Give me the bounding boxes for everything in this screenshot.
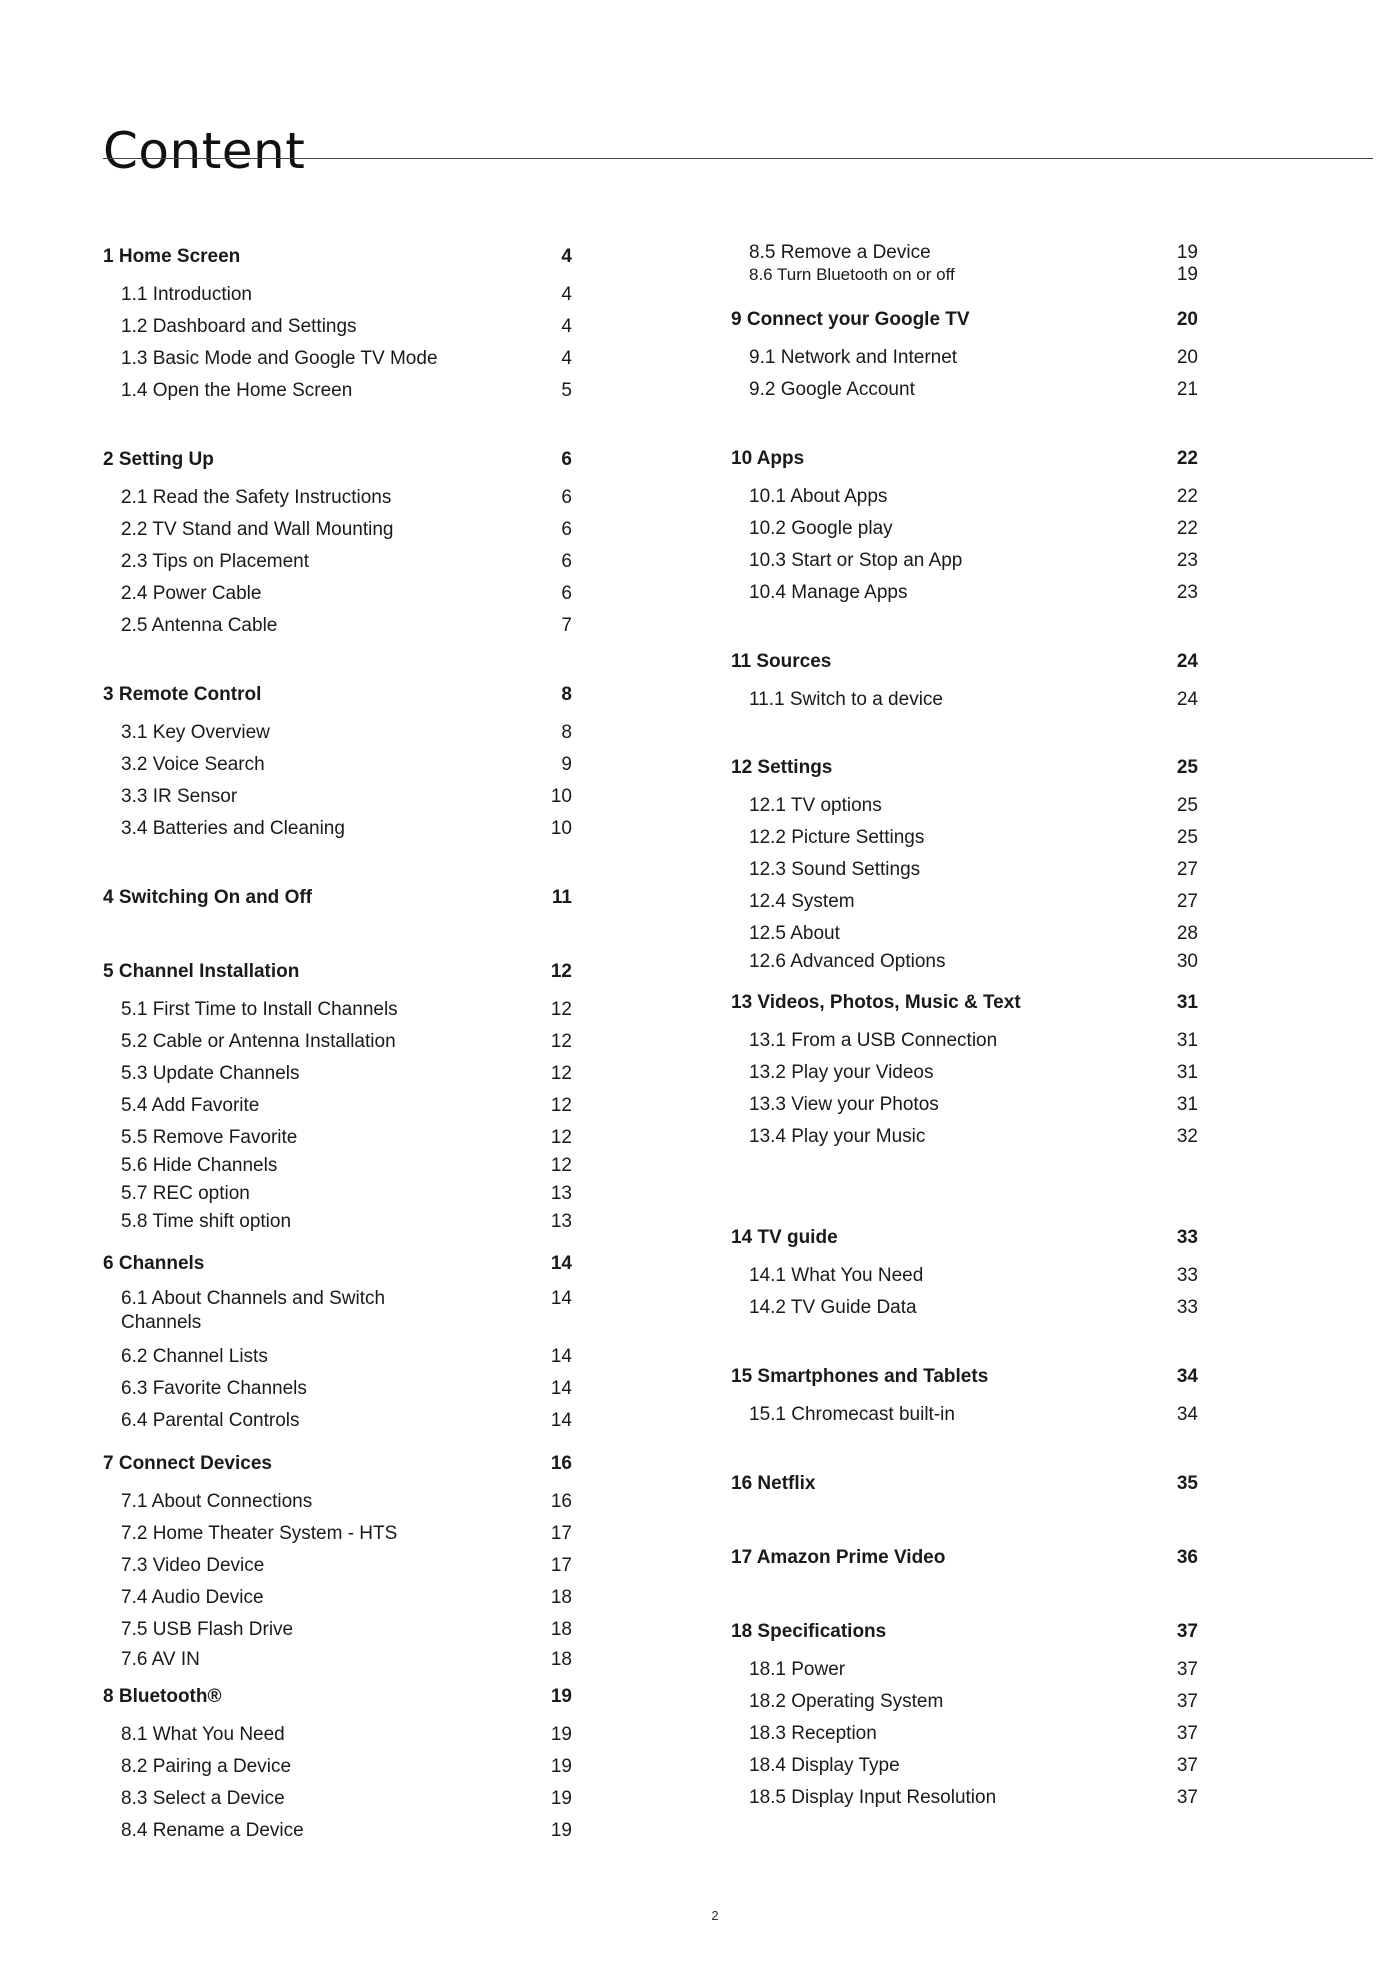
toc-entry[interactable]	[0, 1690, 1398, 1716]
toc-label: 1.1 Introduction	[121, 284, 252, 305]
toc-label: 8 Bluetooth®	[103, 1686, 222, 1707]
toc-label: 2.4 Power Cable	[121, 583, 262, 604]
toc-label: 5.2 Cable or Antenna Installation	[121, 1031, 396, 1052]
toc-entry[interactable]	[0, 614, 1398, 640]
toc-label: 7.3 Video Device	[121, 1555, 265, 1576]
toc-page-number: 20	[1176, 347, 1198, 368]
toc-entry[interactable]	[0, 1264, 1398, 1290]
toc-page-number: 33	[1176, 1227, 1198, 1248]
toc-label: 2.3 Tips on Placement	[121, 551, 309, 572]
toc-section[interactable]	[0, 447, 1398, 473]
title-divider	[103, 158, 1373, 159]
toc-page-number: 14	[550, 1378, 572, 1399]
toc-section[interactable]	[0, 1472, 1398, 1498]
toc-page-number: 25	[1176, 795, 1198, 816]
toc-page-number: 6	[561, 551, 572, 572]
toc-page-number: 24	[1176, 689, 1198, 710]
toc-label: 5.4 Add Favorite	[121, 1095, 260, 1116]
toc-page-number: 19	[550, 1724, 572, 1745]
toc-page-number: 13	[550, 1183, 572, 1204]
toc-page-number: 19	[1176, 264, 1198, 285]
toc-page-number: 5	[561, 380, 572, 401]
toc-page-number: 4	[561, 348, 572, 369]
toc-label: 8.4 Rename a Device	[121, 1820, 304, 1841]
toc-page-number: 19	[550, 1686, 572, 1707]
toc-label: 6.1 About Channels and Switch Channels	[121, 1288, 386, 1333]
toc-page-number: 31	[1176, 1030, 1198, 1051]
toc-label: 18.3 Reception	[749, 1723, 877, 1744]
toc-section[interactable]	[0, 308, 1398, 334]
toc-label: 7 Connect Devices	[103, 1453, 272, 1474]
toc-entry[interactable]	[0, 1522, 1398, 1548]
toc-section[interactable]	[0, 1620, 1398, 1646]
toc-label: 4 Switching On and Off	[103, 887, 312, 908]
toc-page-number: 34	[1176, 1404, 1198, 1425]
toc-page-number: 22	[1176, 518, 1198, 539]
toc-page-number: 22	[1176, 448, 1198, 469]
toc-label: 16 Netflix	[731, 1473, 816, 1494]
toc-section[interactable]	[0, 991, 1398, 1017]
toc-label: 14.1 What You Need	[749, 1265, 924, 1286]
toc-page-number: 20	[1176, 309, 1198, 330]
toc-entry[interactable]	[0, 549, 1398, 575]
toc-label: 13.2 Play your Videos	[749, 1062, 934, 1083]
toc-page-number: 31	[1176, 1094, 1198, 1115]
toc-page-number: 31	[1176, 1062, 1198, 1083]
toc-label: 5.6 Hide Channels	[121, 1155, 278, 1176]
toc-page-number: 22	[1176, 486, 1198, 507]
toc-page-number: 37	[1176, 1691, 1198, 1712]
toc-page-number: 31	[1176, 992, 1198, 1013]
toc-entry[interactable]	[0, 1658, 1398, 1684]
toc-label: 12.4 System	[749, 891, 855, 912]
toc-label: 15.1 Chromecast built-in	[749, 1404, 955, 1425]
toc-page-number: 14	[550, 1288, 572, 1309]
toc-page-number: 6	[561, 583, 572, 604]
toc-page-number: 23	[1176, 550, 1198, 571]
toc-label: 13.4 Play your Music	[749, 1126, 926, 1147]
toc-label: 13.1 From a USB Connection	[749, 1030, 998, 1051]
toc-page-number: 12	[550, 1095, 572, 1116]
toc-label: 5.1 First Time to Install Channels	[121, 999, 398, 1020]
toc-page-number: 33	[1176, 1265, 1198, 1286]
toc-label: 18.5 Display Input Resolution	[749, 1787, 997, 1808]
toc-label: 2 Setting Up	[103, 449, 214, 470]
toc-page-number: 8	[561, 722, 572, 743]
toc-entry[interactable]	[0, 1182, 1398, 1208]
toc-label: 10.4 Manage Apps	[749, 582, 908, 603]
toc-entry[interactable]	[0, 1154, 1398, 1180]
toc-entry[interactable]	[0, 1125, 1398, 1151]
toc-page-number: 36	[1176, 1547, 1198, 1568]
toc-label: 5 Channel Installation	[103, 961, 300, 982]
toc-label: 9 Connect your Google TV	[731, 309, 970, 330]
toc-page-number: 9	[561, 754, 572, 775]
toc-label: 7.2 Home Theater System - HTS	[121, 1523, 398, 1544]
toc-label: 3.4 Batteries and Cleaning	[121, 818, 345, 839]
toc-page-number: 17	[550, 1523, 572, 1544]
toc-label: 11 Sources	[731, 651, 832, 672]
toc-entry[interactable]	[0, 1061, 1398, 1087]
toc-page-number: 10	[550, 818, 572, 839]
toc-page-number: 37	[1176, 1723, 1198, 1744]
page-number: 2	[711, 1908, 719, 1923]
toc-label: 2.2 TV Stand and Wall Mounting	[121, 519, 394, 540]
toc-page-number: 12	[550, 961, 572, 982]
toc-page-number: 8	[561, 684, 572, 705]
toc-label: 10 Apps	[731, 448, 805, 469]
toc-page-number: 14	[550, 1410, 572, 1431]
page-title: Content	[103, 121, 306, 180]
toc-page-number: 19	[550, 1756, 572, 1777]
toc-page-number: 14	[550, 1253, 572, 1274]
toc-label: 12.2 Picture Settings	[749, 827, 925, 848]
toc-label: 8.1 What You Need	[121, 1724, 285, 1745]
toc-label: 3 Remote Control	[103, 684, 262, 705]
toc-entry[interactable]	[0, 858, 1398, 884]
toc-label: 12 Settings	[731, 757, 833, 778]
toc-page-number: 33	[1176, 1297, 1198, 1318]
toc-entry[interactable]	[0, 794, 1398, 820]
toc-page-number: 6	[561, 487, 572, 508]
toc-entry[interactable]	[0, 378, 1398, 404]
toc-entry[interactable]	[0, 517, 1398, 543]
toc-label: 3.1 Key Overview	[121, 722, 270, 743]
toc-label: 9.2 Google Account	[749, 379, 915, 400]
toc-label: 8.6 Turn Bluetooth on or off	[749, 265, 955, 284]
toc-label: 13.3 View your Photos	[749, 1094, 939, 1115]
toc-label: 7.1 About Connections	[121, 1491, 313, 1512]
toc-page-number: 14	[550, 1346, 572, 1367]
toc-label: 1 Home Screen	[103, 246, 241, 267]
toc-page-number: 25	[1176, 827, 1198, 848]
toc-page-number: 30	[1176, 951, 1198, 972]
toc-label: 3.3 IR Sensor	[121, 786, 238, 807]
toc-label: 3.2 Voice Search	[121, 754, 265, 775]
toc-page-number: 4	[561, 246, 572, 267]
toc-label: 18.1 Power	[749, 1659, 846, 1680]
toc-section[interactable]	[0, 1226, 1398, 1252]
toc-label: 14 TV guide	[731, 1227, 838, 1248]
toc-page-number: 32	[1176, 1126, 1198, 1147]
toc-page-number: 16	[550, 1453, 572, 1474]
toc-page-number: 27	[1176, 859, 1198, 880]
toc-section[interactable]	[0, 1365, 1398, 1391]
toc-page-number: 18	[550, 1619, 572, 1640]
toc-page-number: 28	[1176, 923, 1198, 944]
toc-label: 1.3 Basic Mode and Google TV Mode	[121, 348, 438, 369]
toc-label: 7.4 Audio Device	[121, 1587, 264, 1608]
toc-page-number: 35	[1176, 1473, 1198, 1494]
toc-section[interactable]	[0, 756, 1398, 782]
toc-label: 15 Smartphones and Tablets	[731, 1366, 989, 1387]
toc-page-number: 6	[561, 519, 572, 540]
toc-label: 10.1 About Apps	[749, 486, 888, 507]
toc-entry[interactable]	[0, 1754, 1398, 1780]
toc-page-number: 12	[550, 1063, 572, 1084]
toc-label: 17 Amazon Prime Video	[731, 1547, 946, 1568]
toc-label: 18 Specifications	[731, 1621, 887, 1642]
toc-page-number: 10	[550, 786, 572, 807]
toc-page-number: 12	[550, 999, 572, 1020]
toc-entry[interactable]	[0, 1586, 1398, 1612]
toc-entry[interactable]	[0, 1029, 1398, 1055]
toc-page-number: 12	[550, 1155, 572, 1176]
toc-entry[interactable]	[0, 721, 1398, 747]
toc-page-number: 17	[550, 1555, 572, 1576]
toc-page-number: 37	[1176, 1787, 1198, 1808]
toc-page-number: 4	[561, 284, 572, 305]
toc-label: 18.4 Display Type	[749, 1755, 900, 1776]
toc-label: 12.3 Sound Settings	[749, 859, 921, 880]
toc-page-number: 25	[1176, 757, 1198, 778]
toc-entry[interactable]	[0, 581, 1398, 607]
toc-label: 5.3 Update Channels	[121, 1063, 300, 1084]
toc-page-number: 23	[1176, 582, 1198, 603]
toc-label: 9.1 Network and Internet	[749, 347, 958, 368]
toc-label: 2.5 Antenna Cable	[121, 615, 278, 636]
toc-label: 12.1 TV options	[749, 795, 882, 816]
toc-label: 7.6 AV IN	[121, 1649, 200, 1670]
toc-page-number: 16	[550, 1491, 572, 1512]
toc-label: 10.3 Start or Stop an App	[749, 550, 963, 571]
toc-entry[interactable]	[0, 688, 1398, 714]
toc-label: 14.2 TV Guide Data	[749, 1297, 917, 1318]
toc-page-number: 37	[1176, 1755, 1198, 1776]
toc-page-number: 37	[1176, 1659, 1198, 1680]
toc-entry[interactable]	[0, 890, 1398, 916]
toc-label: 18.2 Operating System	[749, 1691, 944, 1712]
toc-label: 6.2 Channel Lists	[121, 1346, 268, 1367]
toc-page-number: 21	[1176, 379, 1198, 400]
toc-label: 1.4 Open the Home Screen	[121, 380, 353, 401]
toc-entry[interactable]	[0, 1093, 1398, 1119]
toc-label: 8.5 Remove a Device	[749, 242, 931, 263]
toc-page-number: 12	[550, 1127, 572, 1148]
toc-label: 5.5 Remove Favorite	[121, 1127, 298, 1148]
toc-label: 13 Videos, Photos, Music & Text	[731, 992, 1021, 1013]
toc-section[interactable]	[0, 1546, 1398, 1572]
toc-label: 1.2 Dashboard and Settings	[121, 316, 357, 337]
toc-label: 10.2 Google play	[749, 518, 893, 539]
toc-page-number: 7	[561, 615, 572, 636]
toc-label: 2.1 Read the Safety Instructions	[121, 487, 392, 508]
toc-label: 7.5 USB Flash Drive	[121, 1619, 294, 1640]
toc-entry[interactable]	[0, 263, 1398, 289]
toc-page-number: 19	[1176, 242, 1198, 263]
toc-entry[interactable]	[0, 485, 1398, 511]
toc-section[interactable]	[0, 650, 1398, 676]
toc-page-number: 6	[561, 449, 572, 470]
toc-entry[interactable]	[0, 922, 1398, 948]
toc-label: 6.4 Parental Controls	[121, 1410, 300, 1431]
toc-page-number: 18	[550, 1587, 572, 1608]
toc-entry[interactable]	[0, 1403, 1398, 1429]
toc-label: 6.3 Favorite Channels	[121, 1378, 307, 1399]
toc-entry[interactable]	[0, 950, 1398, 976]
toc-page-number: 12	[550, 1031, 572, 1052]
toc-label: 11.1 Switch to a device	[749, 689, 943, 710]
toc-label: 8.2 Pairing a Device	[121, 1756, 292, 1777]
toc-label: 8.3 Select a Device	[121, 1788, 285, 1809]
toc-page-number: 19	[550, 1788, 572, 1809]
toc-page-number: 34	[1176, 1366, 1198, 1387]
toc-page-number: 18	[550, 1649, 572, 1670]
toc-label: 5.7 REC option	[121, 1183, 250, 1204]
toc-page-number: 11	[551, 887, 572, 908]
toc-label: 6 Channels	[103, 1253, 205, 1274]
toc-entry[interactable]	[0, 346, 1398, 372]
toc-entry[interactable]	[0, 1819, 1398, 1845]
toc-label: 12.6 Advanced Options	[749, 951, 946, 972]
toc-page-number: 13	[550, 1211, 572, 1232]
toc-label: 5.8 Time shift option	[121, 1211, 292, 1232]
toc-page-number: 37	[1176, 1621, 1198, 1642]
toc-page-number: 19	[550, 1820, 572, 1841]
toc-entry[interactable]	[0, 826, 1398, 852]
toc-page-number: 24	[1176, 651, 1198, 672]
toc-label: 12.5 About	[749, 923, 840, 944]
toc-entry[interactable]	[0, 1296, 1398, 1322]
toc-page-number: 4	[561, 316, 572, 337]
toc-entry[interactable]	[0, 1722, 1398, 1748]
toc-page-number: 27	[1176, 891, 1198, 912]
toc-entry[interactable]	[0, 1786, 1398, 1812]
